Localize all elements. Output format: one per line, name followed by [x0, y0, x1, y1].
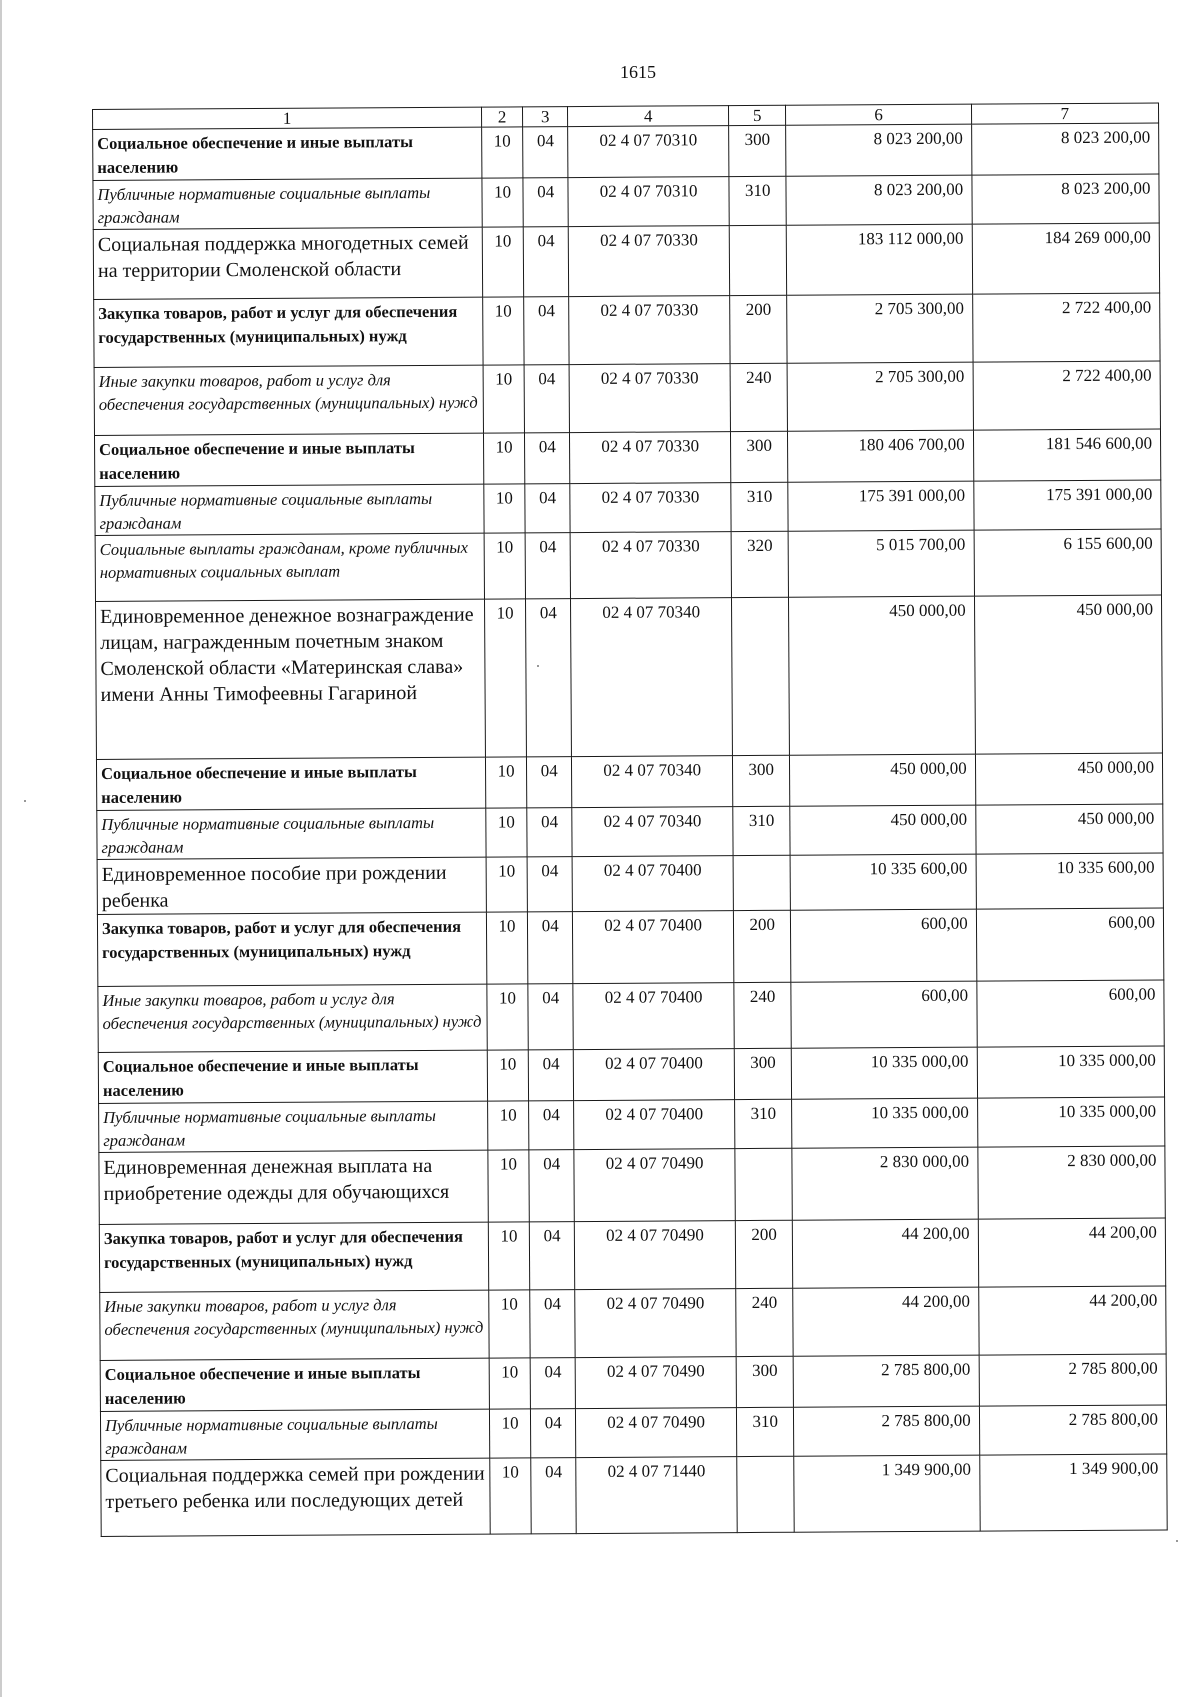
- cell-amount-year-2: 44 200,00: [978, 1286, 1166, 1355]
- cell-name: Закупка товаров, работ и услуг для обеспечения государственных (муниципальных) нужд: [99, 1222, 488, 1292]
- cell-target-code: 02 4 07 70330: [569, 296, 730, 365]
- column-header-7: 7: [971, 103, 1158, 124]
- cell-amount-year-2: 2 722 400,00: [973, 361, 1161, 430]
- cell-amount-year-1: 44 200,00: [793, 1219, 979, 1288]
- scan-speck: [537, 665, 539, 667]
- cell-amount-year-1: 2 705 300,00: [787, 294, 973, 363]
- table-row: [101, 1454, 1167, 1537]
- table-body: [93, 123, 1168, 1536]
- cell-amount-year-1: 44 200,00: [793, 1287, 979, 1356]
- cell-name: Закупка товаров, работ и услуг для обеспечения государственных (муниципальных) нужд: [94, 297, 483, 367]
- cell-name: Публичные нормативные социальные выплаты гражданам: [95, 484, 484, 535]
- cell-amount-year-2: 10 335 000,00: [977, 1097, 1165, 1147]
- table-row: [100, 1286, 1166, 1361]
- cell-name: Публичные нормативные социальные выплаты гражданам: [100, 1409, 489, 1460]
- cell-amount-year-2: 44 200,00: [978, 1218, 1166, 1287]
- page-number: 1615: [620, 62, 656, 82]
- cell-section: 10: [487, 984, 529, 1050]
- table-row: [97, 908, 1163, 987]
- cell-section: 10: [488, 1101, 529, 1150]
- cell-section: 10: [482, 227, 524, 297]
- cell-section: 10: [484, 484, 525, 533]
- cell-expense-type: 310: [729, 176, 787, 225]
- cell-subsection: 04: [523, 227, 569, 297]
- cell-name: Публичные нормативные социальные выплаты гражданам: [97, 808, 486, 859]
- table-row: [100, 1405, 1166, 1461]
- cell-target-code: 02 4 07 70330: [570, 483, 731, 533]
- cell-expense-type: [731, 597, 790, 755]
- cell-target-code: 02 4 07 70490: [576, 1408, 737, 1458]
- cell-subsection: 04: [529, 1150, 575, 1222]
- table-row: [99, 1146, 1165, 1225]
- cell-expense-type: 310: [736, 1407, 794, 1456]
- cell-amount-year-1: 450 000,00: [789, 596, 975, 755]
- table-row: [96, 753, 1162, 811]
- cell-amount-year-1: 2 785 800,00: [794, 1355, 980, 1407]
- column-header-1: 1: [93, 107, 482, 129]
- cell-subsection: 04: [531, 1458, 577, 1534]
- table-row: [95, 480, 1161, 536]
- cell-section: 10: [490, 1458, 532, 1534]
- scan-speck: [1176, 1540, 1178, 1542]
- cell-name: Публичные нормативные социальные выплаты гражданам: [93, 178, 482, 229]
- cell-section: 10: [486, 912, 528, 984]
- cell-expense-type: 300: [728, 125, 786, 176]
- cell-expense-type: 200: [730, 295, 788, 363]
- cell-section: 10: [483, 365, 525, 433]
- cell-target-code: 02 4 07 70340: [571, 598, 732, 757]
- cell-name: Социальное обеспечение и иные выплаты населению: [98, 1050, 487, 1103]
- cell-amount-year-1: 175 391 000,00: [788, 481, 973, 531]
- cell-name: Социальные выплаты гражданам, кроме публичных нормативных социальных выплат: [95, 533, 484, 601]
- cell-target-code: 02 4 07 70330: [570, 532, 731, 599]
- cell-expense-type: 300: [736, 1356, 794, 1407]
- column-header-3: 3: [523, 107, 568, 127]
- cell-section: 10: [483, 433, 524, 484]
- table-row: [93, 123, 1159, 181]
- cell-subsection: 04: [527, 808, 573, 857]
- cell-subsection: 04: [529, 1222, 575, 1290]
- cell-amount-year-2: 10 335 000,00: [977, 1046, 1165, 1098]
- cell-name: Иные закупки товаров, работ и услуг для обеспечения государственных (муниципальных) нужд: [94, 365, 483, 435]
- cell-target-code: 02 4 07 70490: [575, 1357, 736, 1409]
- cell-name: Единовременное денежное вознаграждение лицам, награжденным почетным знаком Смоленской области «Материнская слава» имени Анны Тимофеевны Гагариной: [96, 599, 486, 759]
- cell-section: 10: [482, 178, 523, 227]
- cell-amount-year-2: 2 785 800,00: [979, 1354, 1167, 1406]
- cell-amount-year-1: 450 000,00: [790, 754, 976, 806]
- cell-expense-type: 240: [730, 363, 788, 431]
- cell-subsection: 04: [524, 365, 570, 433]
- table-row: [100, 1354, 1166, 1412]
- cell-target-code: 02 4 07 70490: [574, 1149, 735, 1222]
- cell-target-code: 02 4 07 70330: [569, 226, 730, 297]
- cell-name: Социальное обеспечение и иные выплаты населению: [96, 757, 485, 810]
- cell-amount-year-1: 5 015 700,00: [789, 530, 975, 597]
- cell-amount-year-1: 2 785 800,00: [794, 1406, 979, 1456]
- cell-expense-type: 240: [734, 982, 792, 1048]
- cell-amount-year-2: 181 546 600,00: [973, 429, 1161, 481]
- cell-name: Социальное обеспечение и иные выплаты населению: [94, 433, 483, 486]
- cell-section: 10: [488, 1150, 530, 1222]
- cell-expense-type: 200: [733, 910, 791, 982]
- cell-name: Единовременное пособие при рождении ребенка: [97, 857, 486, 914]
- scan-speck: [24, 800, 26, 802]
- cell-amount-year-2: 175 391 000,00: [973, 480, 1161, 530]
- cell-name: Социальное обеспечение и иные выплаты населению: [93, 127, 482, 180]
- cell-subsection: 04: [523, 127, 569, 178]
- cell-amount-year-2: 450 000,00: [974, 595, 1162, 754]
- cell-expense-type: 320: [731, 531, 789, 597]
- cell-expense-type: 310: [733, 806, 791, 855]
- cell-section: 10: [489, 1290, 531, 1358]
- table-row: [93, 174, 1159, 230]
- cell-amount-year-2: 600,00: [977, 980, 1165, 1047]
- cell-subsection: 04: [528, 1050, 574, 1101]
- cell-amount-year-1: 450 000,00: [790, 805, 975, 855]
- cell-subsection: 04: [524, 297, 570, 365]
- cell-section: 10: [487, 1050, 528, 1101]
- cell-expense-type: 310: [734, 1099, 792, 1148]
- table-row: [98, 1046, 1164, 1104]
- column-header-6: 6: [786, 104, 971, 125]
- cell-expense-type: [729, 225, 787, 295]
- cell-name: Иные закупки товаров, работ и услуг для обеспечения государственных (муниципальных) нужд: [100, 1290, 489, 1360]
- cell-subsection: 04: [529, 1101, 575, 1150]
- cell-amount-year-1: 2 830 000,00: [792, 1147, 978, 1220]
- cell-name: Единовременная денежная выплата на приобретение одежды для обучающихся: [99, 1150, 488, 1224]
- cell-name: Публичные нормативные социальные выплаты гражданам: [99, 1101, 488, 1152]
- cell-subsection: 04: [525, 433, 571, 484]
- cell-amount-year-1: 600,00: [791, 909, 977, 982]
- table-row: [93, 223, 1159, 300]
- cell-expense-type: 310: [731, 482, 789, 531]
- cell-subsection: 04: [527, 857, 573, 912]
- table-row: [99, 1218, 1165, 1293]
- cell-amount-year-2: 184 269 000,00: [972, 223, 1160, 294]
- table-row: [99, 1097, 1165, 1153]
- table-row: [96, 595, 1163, 760]
- cell-target-code: 02 4 07 70310: [568, 177, 729, 227]
- cell-target-code: 02 4 07 70400: [572, 856, 733, 912]
- cell-target-code: 02 4 07 70400: [574, 1100, 735, 1150]
- cell-section: 10: [484, 533, 526, 599]
- table-row: [94, 429, 1160, 487]
- cell-amount-year-1: 1 349 900,00: [794, 1455, 980, 1532]
- cell-target-code: 02 4 07 70310: [568, 126, 729, 178]
- table-row: [94, 293, 1160, 368]
- cell-section: 10: [486, 857, 527, 912]
- cell-section: 10: [485, 757, 526, 808]
- cell-target-code: 02 4 07 70340: [572, 756, 733, 808]
- budget-table: [92, 102, 1168, 1536]
- cell-amount-year-1: 8 023 200,00: [786, 124, 972, 176]
- cell-section: 10: [483, 297, 525, 365]
- cell-name: Иные закупки товаров, работ и услуг для обеспечения государственных (муниципальных) нужд: [98, 984, 487, 1052]
- cell-amount-year-2: 2 830 000,00: [978, 1146, 1166, 1219]
- cell-amount-year-2: 8 023 200,00: [972, 174, 1160, 224]
- cell-name: Социальное обеспечение и иные выплаты населению: [100, 1358, 489, 1411]
- cell-expense-type: [733, 855, 791, 910]
- cell-amount-year-1: 180 406 700,00: [788, 430, 974, 482]
- cell-subsection: 04: [530, 1358, 576, 1409]
- cell-target-code: 02 4 07 70330: [569, 364, 730, 433]
- cell-section: 10: [489, 1409, 530, 1458]
- cell-expense-type: 300: [732, 755, 790, 806]
- cell-section: 10: [489, 1358, 530, 1409]
- cell-section: 10: [486, 808, 527, 857]
- cell-amount-year-2: 450 000,00: [975, 753, 1163, 805]
- cell-amount-year-1: 10 335 000,00: [792, 1098, 977, 1148]
- cell-subsection: 04: [527, 757, 573, 808]
- cell-expense-type: 240: [736, 1288, 794, 1356]
- cell-section: 10: [488, 1222, 530, 1290]
- cell-target-code: 02 4 07 70490: [575, 1289, 736, 1358]
- cell-subsection: 04: [523, 178, 569, 227]
- column-header-4: 4: [568, 106, 729, 127]
- table-row: [97, 853, 1163, 915]
- cell-amount-year-1: 10 335 600,00: [791, 854, 977, 910]
- cell-amount-year-1: 183 112 000,00: [787, 224, 973, 295]
- cell-amount-year-2: 1 349 900,00: [979, 1454, 1167, 1531]
- cell-subsection: 04: [528, 984, 574, 1050]
- cell-name: Закупка товаров, работ и услуг для обеспечения государственных (муниципальных) нужд: [97, 912, 486, 986]
- cell-amount-year-1: 2 705 300,00: [788, 362, 974, 431]
- cell-amount-year-2: 10 335 600,00: [976, 853, 1164, 909]
- cell-target-code: 02 4 07 70400: [573, 911, 734, 984]
- cell-section: 10: [484, 599, 526, 757]
- cell-expense-type: 300: [734, 1048, 792, 1099]
- cell-amount-year-2: 2 785 800,00: [979, 1405, 1167, 1455]
- cell-target-code: 02 4 07 70400: [573, 983, 734, 1050]
- cell-amount-year-2: 6 155 600,00: [974, 529, 1162, 596]
- cell-subsection: 04: [530, 1290, 576, 1358]
- cell-amount-year-2: 600,00: [976, 908, 1164, 981]
- cell-amount-year-1: 10 335 000,00: [792, 1047, 978, 1099]
- table-row: [94, 361, 1160, 436]
- cell-target-code: 02 4 07 70400: [574, 1049, 735, 1101]
- cell-amount-year-2: 2 722 400,00: [972, 293, 1160, 362]
- cell-name: Социальная поддержка многодетных семей на территории Смоленской области: [93, 227, 482, 299]
- cell-expense-type: [737, 1456, 795, 1532]
- cell-target-code: 02 4 07 70330: [570, 432, 731, 484]
- cell-amount-year-1: 600,00: [791, 981, 977, 1048]
- cell-expense-type: [735, 1148, 793, 1220]
- cell-target-code: 02 4 07 70490: [575, 1221, 736, 1290]
- cell-subsection: 04: [526, 599, 572, 757]
- cell-target-code: 02 4 07 70340: [572, 807, 733, 857]
- column-header-5: 5: [728, 105, 786, 125]
- table-row: [98, 980, 1164, 1053]
- cell-section: 10: [482, 127, 523, 178]
- column-header-2: 2: [481, 107, 522, 127]
- cell-name: Социальная поддержка семей при рождении третьего ребенка или последующих детей: [101, 1458, 490, 1536]
- table-row: [97, 804, 1163, 860]
- cell-amount-year-1: 8 023 200,00: [786, 175, 971, 225]
- cell-amount-year-2: 450 000,00: [975, 804, 1163, 854]
- cell-subsection: 04: [528, 912, 574, 984]
- cell-expense-type: 300: [730, 431, 788, 482]
- cell-target-code: 02 4 07 71440: [576, 1457, 737, 1534]
- cell-subsection: 04: [525, 533, 571, 599]
- cell-subsection: 04: [531, 1409, 577, 1458]
- cell-expense-type: 200: [735, 1220, 793, 1288]
- cell-amount-year-2: 8 023 200,00: [971, 123, 1159, 175]
- table-row: [95, 529, 1161, 602]
- cell-subsection: 04: [525, 484, 571, 533]
- scan-edge-left: [0, 0, 2, 1697]
